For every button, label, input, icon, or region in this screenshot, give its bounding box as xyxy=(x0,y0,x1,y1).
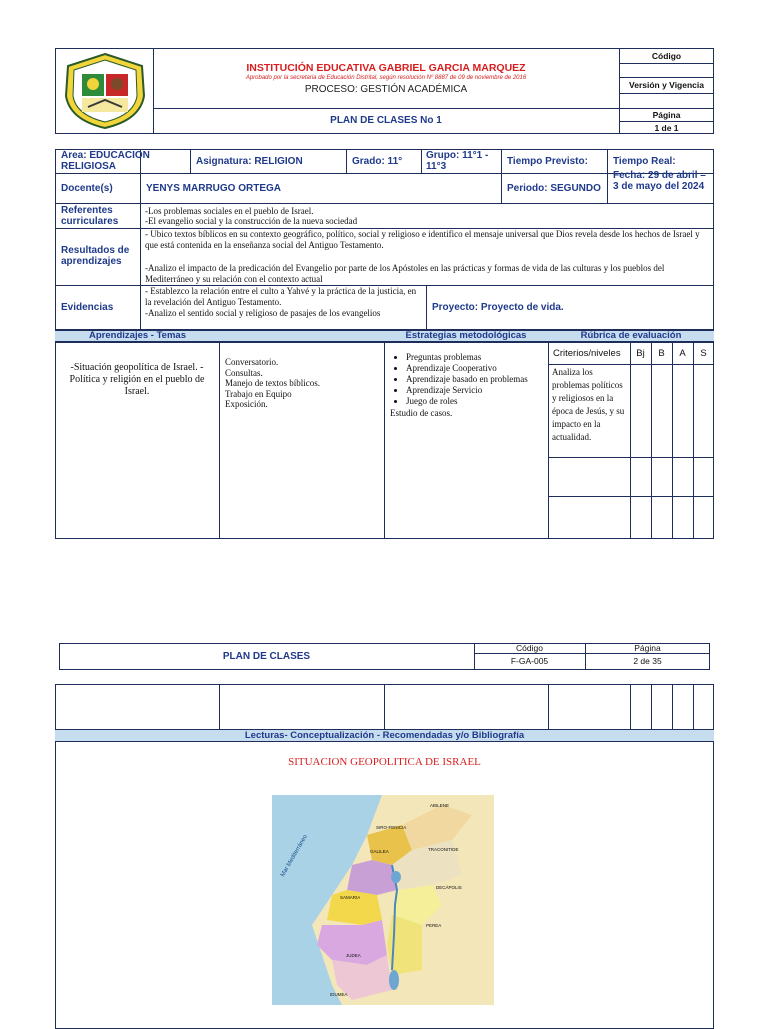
process-label: PROCESO: GESTIÓN ACADÉMICA xyxy=(304,84,468,95)
map-label-abilene: ABILENE xyxy=(430,803,450,808)
page2-codigo-value: F-GA-005 xyxy=(510,656,549,666)
periodo-label: Periodo: SEGUNDO xyxy=(507,183,601,194)
tiempo-previsto-label: Tiempo Previsto: xyxy=(507,156,588,167)
docente-label: Docente(s) xyxy=(61,183,113,194)
activity-item: Trabajo en Equipo xyxy=(225,388,292,399)
rubric-level-s: S xyxy=(700,348,707,359)
strategy-item: • Juego de roles xyxy=(406,396,548,407)
map-label-perea: PEREA xyxy=(426,923,442,928)
activity-item: Exposición. xyxy=(225,399,268,409)
page2-pagina-value: 2 de 35 xyxy=(633,656,662,666)
school-crest-logo xyxy=(60,52,150,130)
plan-title: PLAN DE CLASES No 1 xyxy=(330,115,442,126)
rubric-criterios-label: Criterios/niveles xyxy=(553,348,621,359)
codigo-label: Código xyxy=(651,51,682,61)
evidencias-text-1: - Establezco la relación entre el culto a Yahvé y la práctica de la justicia, en la revelación del Antiguo Testamento. xyxy=(145,286,417,307)
resultados-label: Resultados de aprendizajes xyxy=(61,245,130,267)
approval-note: Aprobado por la secretaria de Educación Distrital, según resolución Nº 8887 de 09 de noviembre de 2016 xyxy=(245,75,527,81)
evidencias-label: Evidencias xyxy=(61,302,114,313)
strategy-item: • Aprendizaje basado en problemas xyxy=(406,374,548,385)
activity-item: Manejo de textos bíblicos. xyxy=(225,378,320,388)
fecha-label: Fecha: 29 de abril – 3 de mayo del 2024 xyxy=(613,170,706,192)
rubric-level-b: B xyxy=(658,348,665,359)
referentes-line-1: -Los problemas sociales en el pueblo de Israel. xyxy=(145,206,314,216)
map-label-sirofenicia: SIRO-FENICIA xyxy=(376,825,407,830)
readings-title: SITUACION GEOPOLITICA DE ISRAEL xyxy=(288,756,481,768)
page2-title: PLAN DE CLASES xyxy=(222,651,311,662)
rubric-level-bj: Bj xyxy=(636,348,645,359)
map-label-galilea: GALILEA xyxy=(370,849,389,854)
band-estrategias: Estrategias metodológicas xyxy=(405,330,527,341)
version-label: Versión y Vigencia xyxy=(629,80,704,90)
map-label-traconitide: TRACONITIDE xyxy=(428,847,459,852)
grupo-label: Grupo: 11°1 - 11°3 xyxy=(426,150,489,172)
activity-item: Consultas. xyxy=(225,367,263,378)
activities-list xyxy=(225,357,383,410)
referentes-label: Referentes curriculares xyxy=(61,205,119,227)
resultados-text-1: - Ubico textos bíblicos en su contexto geográfico, político, social y religioso e identifico el mensaje universal que Dios revela desde los hechos de Israel y que está contenida en la enseñanza social del Antiguo Testamento. xyxy=(145,229,700,250)
docente-value: YENYS MARRUGO ORTEGA xyxy=(146,183,282,194)
map-label-judea: JUDEA xyxy=(346,953,361,958)
rubric-level-a: A xyxy=(679,348,686,359)
rubric-criterion-1: Analiza los problemas políticos y religiosos en la época de Jesús, y su impacto en la actualidad. xyxy=(552,367,625,442)
grado-label: Grado: 11° xyxy=(352,156,403,167)
temas-text: -Situación geopolítica de Israel. -Política y religión en el pueblo de Israel. xyxy=(69,362,205,397)
israel-map xyxy=(272,795,494,1005)
pagina-value: 1 de 1 xyxy=(654,123,679,133)
proyecto-label: Proyecto: Proyecto de vida. xyxy=(432,302,564,313)
map-label-decapolis: DECÁPOLIS xyxy=(436,885,462,890)
strategy-item: • Preguntas problemas xyxy=(406,352,548,363)
page2-codigo-label: Código xyxy=(516,643,543,653)
map-label-sea: Mar Mediterráneo xyxy=(280,833,309,878)
strategy-extra: Estudio de casos. xyxy=(390,408,453,418)
strategy-item: • Aprendizaje Cooperativo xyxy=(406,363,548,374)
band-rubrica: Rúbrica de evaluación xyxy=(580,330,682,341)
map-label-idumea: IDUMEA xyxy=(330,992,348,997)
strategies-list xyxy=(390,352,548,419)
referentes-line-2: -El evangelio social y la construcción de la nueva sociedad xyxy=(145,216,358,226)
evidencias-text-2: -Analizo el sentido social y religioso de pasajes de los evangelios xyxy=(145,308,381,318)
area-label: Área: EDUCACION RELIGIOSA xyxy=(61,150,150,172)
activity-item: Conversatorio. xyxy=(225,357,279,367)
map-label-samaria: SAMARIA xyxy=(340,895,361,900)
asignatura-label: Asignatura: RELIGION xyxy=(196,156,303,167)
band-temas: Aprendizajes - Temas xyxy=(89,330,186,341)
page2-pagina-label: Página xyxy=(634,643,661,653)
strategy-item: • Aprendizaje Servicio xyxy=(406,385,548,396)
readings-band-title: Lecturas- Conceptualización - Recomendadas y/o Bibliografía xyxy=(244,730,525,741)
tiempo-real-label: Tiempo Real: xyxy=(613,156,676,167)
institution-name: INSTITUCIÓN EDUCATIVA GABRIEL GARCIA MARQUEZ xyxy=(246,62,526,74)
pagina-label: Página xyxy=(652,110,681,120)
resultados-text-2: -Analizo el impacto de la predicación del Evangelio por parte de los Apóstoles en las prácticas y formas de vida de las culturas y los pueblos del Mediterráneo y su relación con el contexto actual xyxy=(145,263,665,284)
